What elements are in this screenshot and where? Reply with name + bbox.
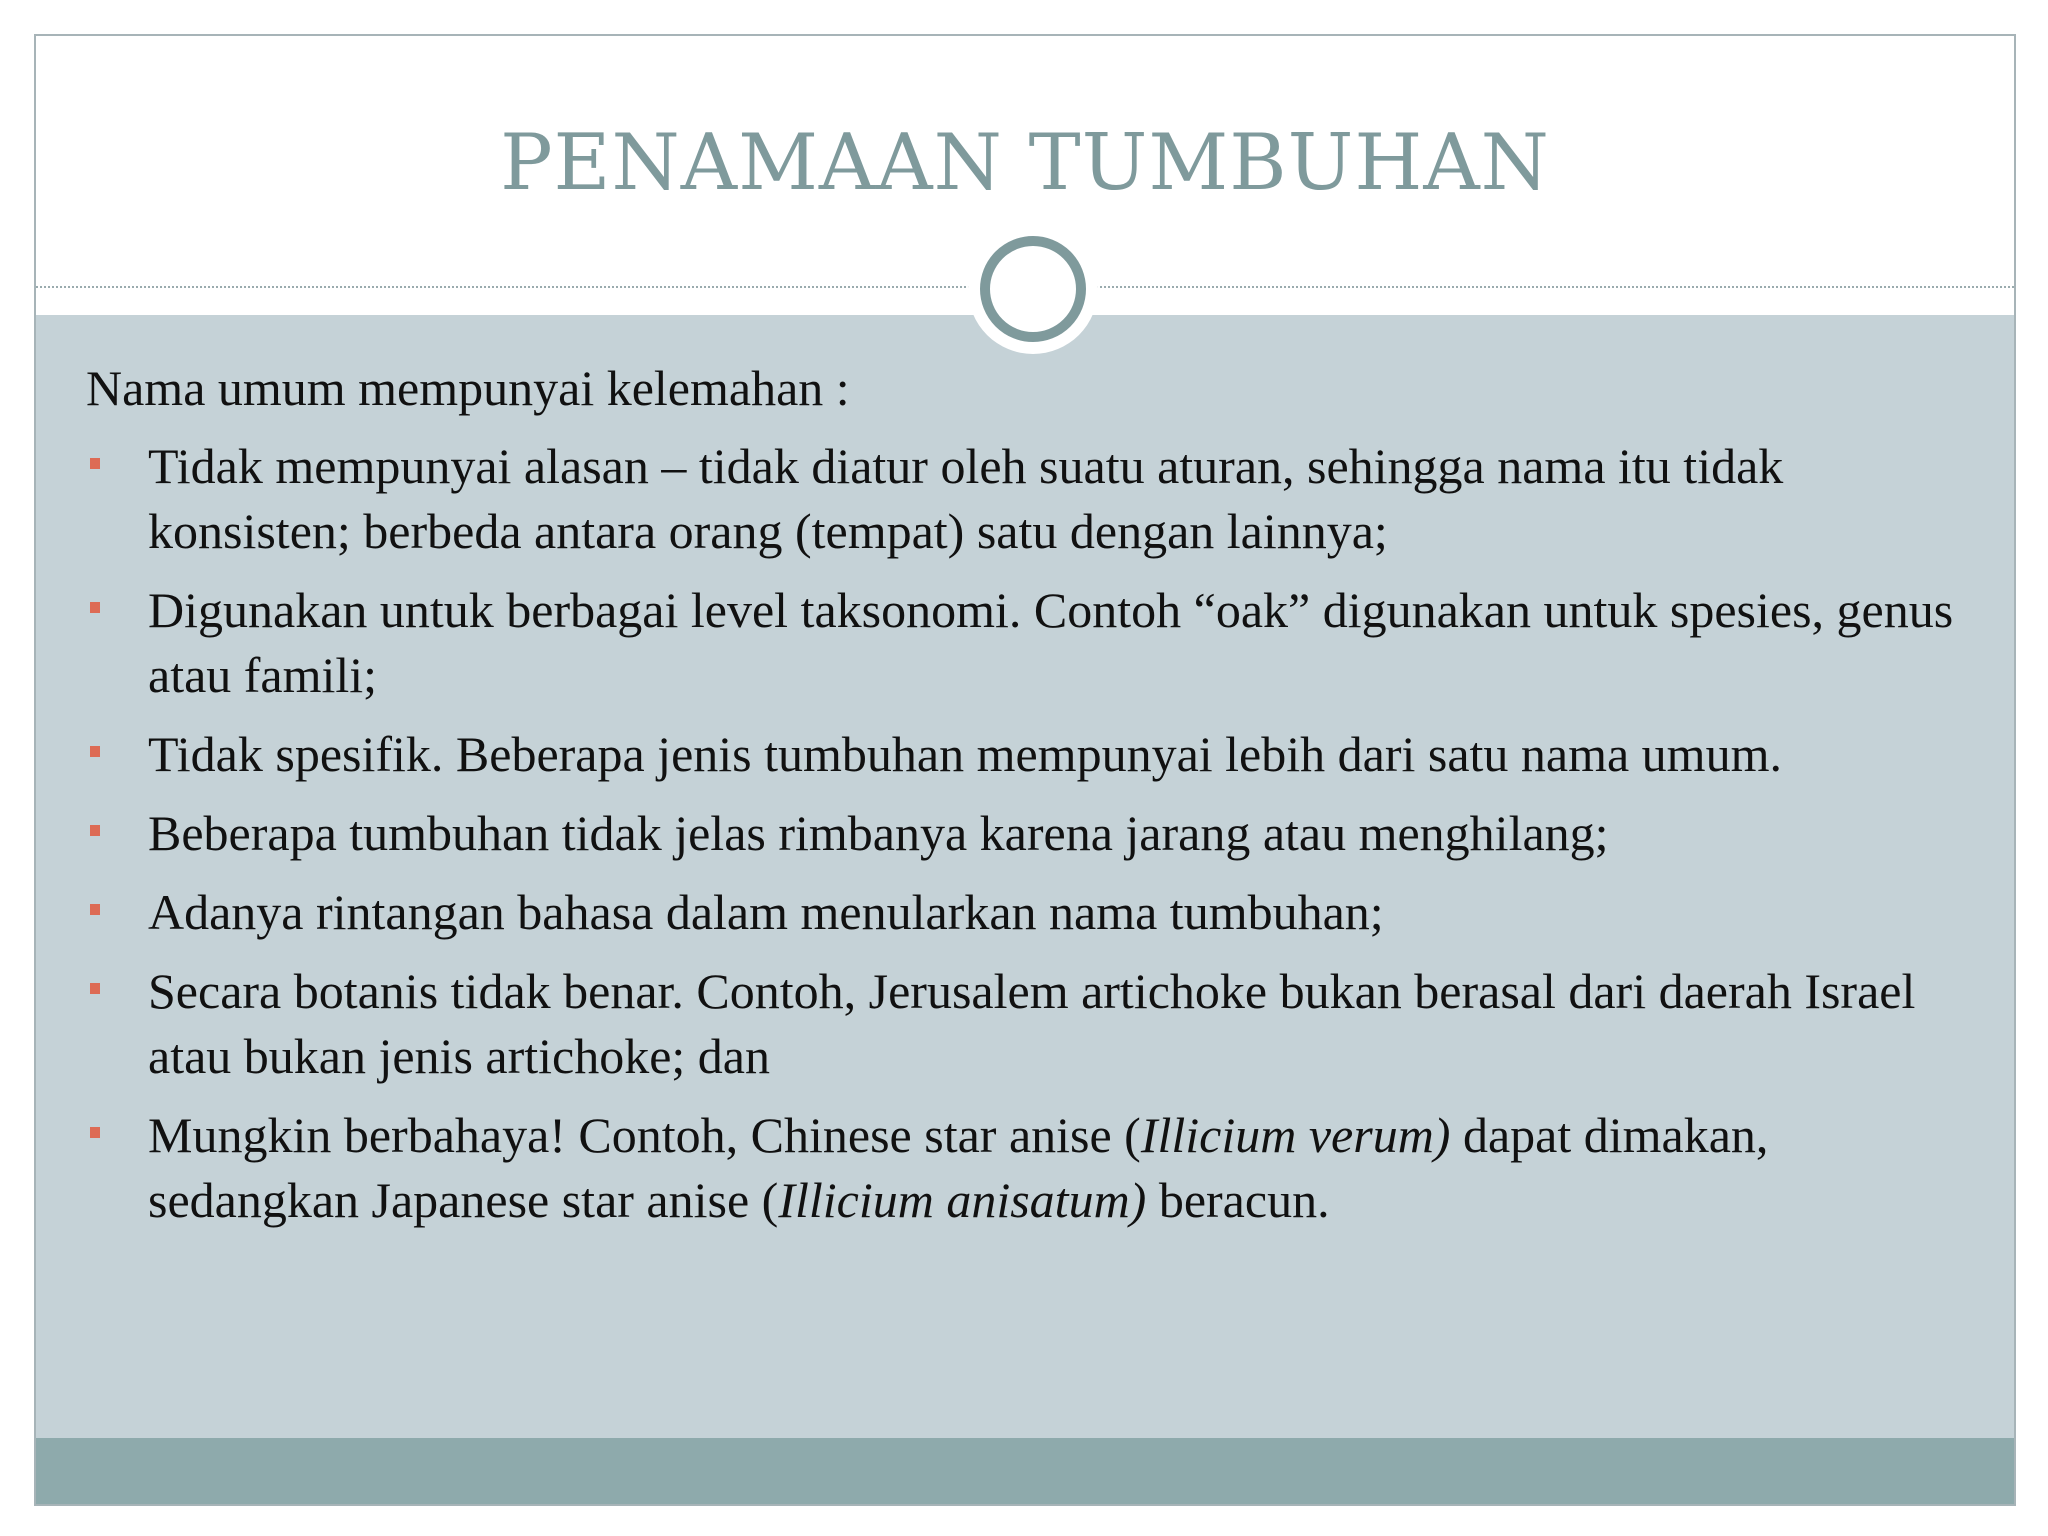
bullet-list	[86, 434, 1986, 1233]
bullet-text: Tidak mempunyai alasan – tidak diatur oleh suatu aturan, sehingga nama itu tidak konsisten; berbeda antara orang (tempat) satu dengan lainnya;	[148, 438, 1784, 559]
intro-text: Nama umum mempunyai kelemahan :	[86, 360, 850, 416]
bullet-text-part: beracun.	[1146, 1172, 1330, 1228]
square-bullet-icon	[90, 602, 100, 613]
bullet-text-part: Mungkin berbahaya! Contoh, Chinese star anise (	[148, 1107, 1141, 1163]
square-bullet-icon	[90, 458, 100, 469]
slide	[34, 34, 2016, 1506]
bullet-text	[148, 1107, 1768, 1228]
scientific-name: Illicium anisatum)	[778, 1172, 1147, 1228]
square-bullet-icon	[90, 904, 100, 915]
bullet-item	[86, 1103, 1986, 1233]
bullet-item	[86, 722, 1986, 787]
bullet-text: Secara botanis tidak benar. Contoh, Jerusalem artichoke bukan berasal dari daerah Israel atau bukan jenis artichoke; dan	[148, 963, 1916, 1084]
bullet-item	[86, 801, 1986, 866]
bullet-text: Digunakan untuk berbagai level taksonomi. Contoh “oak” digunakan untuk spesies, genus atau famili;	[148, 582, 1954, 703]
square-bullet-icon	[90, 1127, 100, 1138]
square-bullet-icon	[90, 825, 100, 836]
square-bullet-icon	[90, 983, 100, 994]
scientific-name: Illicium verum)	[1140, 1107, 1451, 1163]
bullet-text: Adanya rintangan bahasa dalam menularkan nama tumbuhan;	[148, 884, 1384, 940]
square-bullet-icon	[90, 746, 100, 757]
footer-band	[36, 1438, 2014, 1506]
bullet-item	[86, 578, 1986, 708]
bullet-text: Beberapa tumbuhan tidak jelas rimbanya karena jarang atau menghilang;	[148, 805, 1609, 861]
slide-content	[86, 356, 1986, 1247]
bullet-text-part: dapat dimakan, sedangkan Japanese star anise (	[148, 1107, 1769, 1228]
circle-ornament-icon	[980, 236, 1086, 342]
bullet-item	[86, 880, 1986, 945]
slide-title: PENAMAAN TUMBUHAN	[500, 118, 1550, 208]
bullet-item	[86, 434, 1986, 564]
bullet-item	[86, 959, 1986, 1089]
bullet-text: Tidak spesifik. Beberapa jenis tumbuhan mempunyai lebih dari satu nama umum.	[148, 726, 1782, 782]
